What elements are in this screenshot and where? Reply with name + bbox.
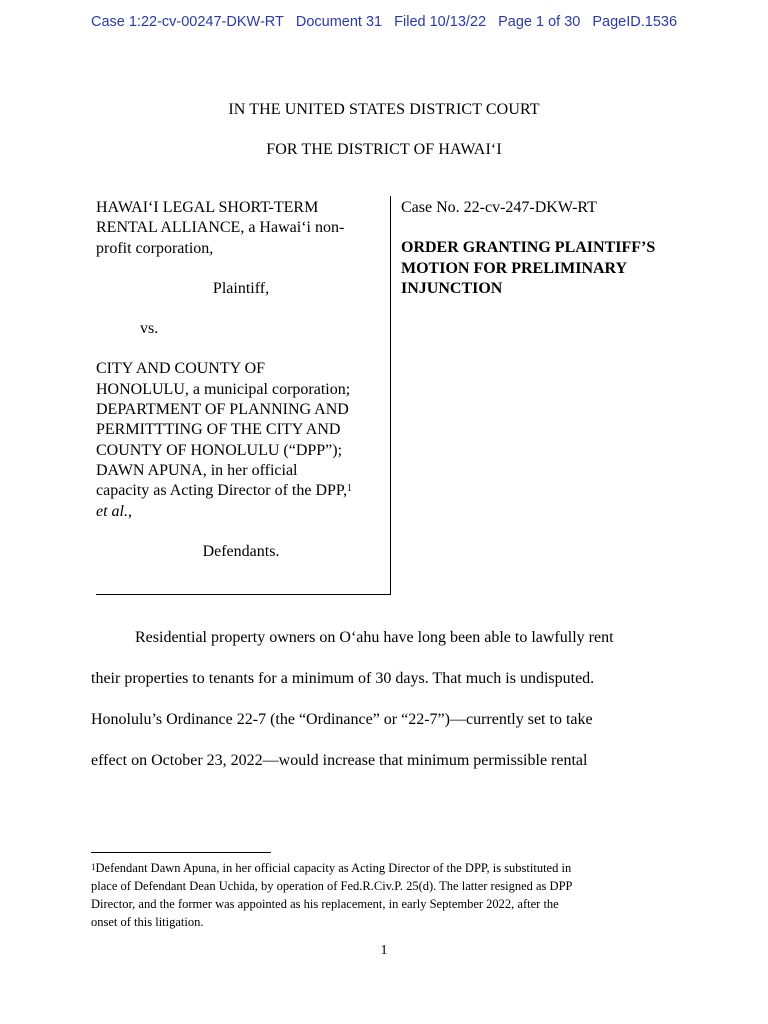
header-page-count: Page 1 of 30	[498, 14, 581, 30]
order-title-line: MOTION FOR PRELIMINARY	[401, 259, 628, 277]
caption-line: DEPARTMENT OF PLANNING AND	[96, 401, 349, 419]
footnote-reference[interactable]: 1	[347, 483, 353, 495]
footnote-line: onset of this litigation.	[91, 915, 204, 929]
header-case-number: Case 1:22-cv-00247-DKW-RT	[90, 14, 284, 30]
footnote	[91, 859, 691, 931]
caption-line: profit corporation,	[96, 239, 214, 257]
page-number: 1	[380, 943, 388, 958]
court-district: FOR THE DISTRICT OF HAWAI‘I	[266, 141, 502, 158]
caption-case-info	[401, 198, 701, 299]
header-document-number: Document 31	[295, 14, 383, 30]
order-title-line: INJUNCTION	[401, 279, 503, 297]
footnote-line-text: Defendant Dawn Apuna, in her official capacity as Acting Director of the DPP, is substituted in	[95, 861, 572, 875]
caption-horizontal-rule	[96, 594, 391, 595]
caption-line: HAWAI‘I LEGAL SHORT-TERM	[96, 199, 319, 216]
footnote-line	[91, 859, 691, 877]
body-line: Residential property owners on O‘ahu have long been able to lawfully rent	[135, 629, 614, 646]
caption-line: CITY AND COUNTY OF	[96, 360, 266, 378]
versus-label: vs.	[140, 320, 159, 338]
body-line: their properties to tenants for a minimum of 30 days. That much is undisputed.	[91, 670, 595, 687]
plaintiff-label: Plaintiff,	[212, 279, 270, 297]
caption-line: PERMITTTING OF THE CITY AND	[96, 421, 341, 439]
footnote-separator	[91, 852, 271, 853]
court-name: IN THE UNITED STATES DISTRICT COURT	[228, 101, 540, 118]
caption-line: RENTAL ALLIANCE, a Hawai‘i non-	[96, 219, 345, 237]
caption-line: HONOLULU, a municipal corporation;	[96, 380, 351, 398]
defendants-names	[96, 359, 386, 521]
et-al: et al.	[96, 502, 128, 520]
et-al-suffix: ,	[128, 502, 132, 520]
case-number: Case No. 22-cv-247-DKW-RT	[401, 199, 597, 216]
opinion-body	[91, 617, 681, 781]
defendants-label: Defendants.	[202, 542, 280, 560]
order-title-line: ORDER GRANTING PLAINTIFF’S	[401, 239, 656, 257]
filing-header	[0, 14, 768, 30]
body-line: Honolulu’s Ordinance 22-7 (the “Ordinance” or “22-7”)—currently set to take	[91, 711, 593, 728]
plaintiff-name	[96, 198, 386, 259]
caption-line: DAWN APUNA, in her official	[96, 461, 298, 479]
header-filed-date: Filed 10/13/22	[394, 14, 487, 30]
caption-line: COUNTY OF HONOLULU (“DPP”);	[96, 441, 343, 459]
footnote-line: Director, and the former was appointed as his replacement, in early September 2022, after the	[91, 897, 559, 911]
caption-parties	[96, 198, 386, 562]
footnote-line: place of Defendant Dean Uchida, by operation of Fed.R.Civ.P. 25(d). The latter resigned as DPP	[91, 879, 573, 893]
header-page-id: PageID.1536	[592, 14, 678, 30]
order-title	[401, 238, 701, 299]
caption-line-text: capacity as Acting Director of the DPP,	[96, 482, 348, 500]
caption-line	[96, 481, 386, 501]
body-line: effect on October 23, 2022—would increase that minimum permissible rental	[91, 752, 588, 769]
caption-vertical-rule	[390, 196, 391, 594]
caption-line	[96, 502, 386, 522]
footnote-marker: 1	[91, 862, 96, 872]
